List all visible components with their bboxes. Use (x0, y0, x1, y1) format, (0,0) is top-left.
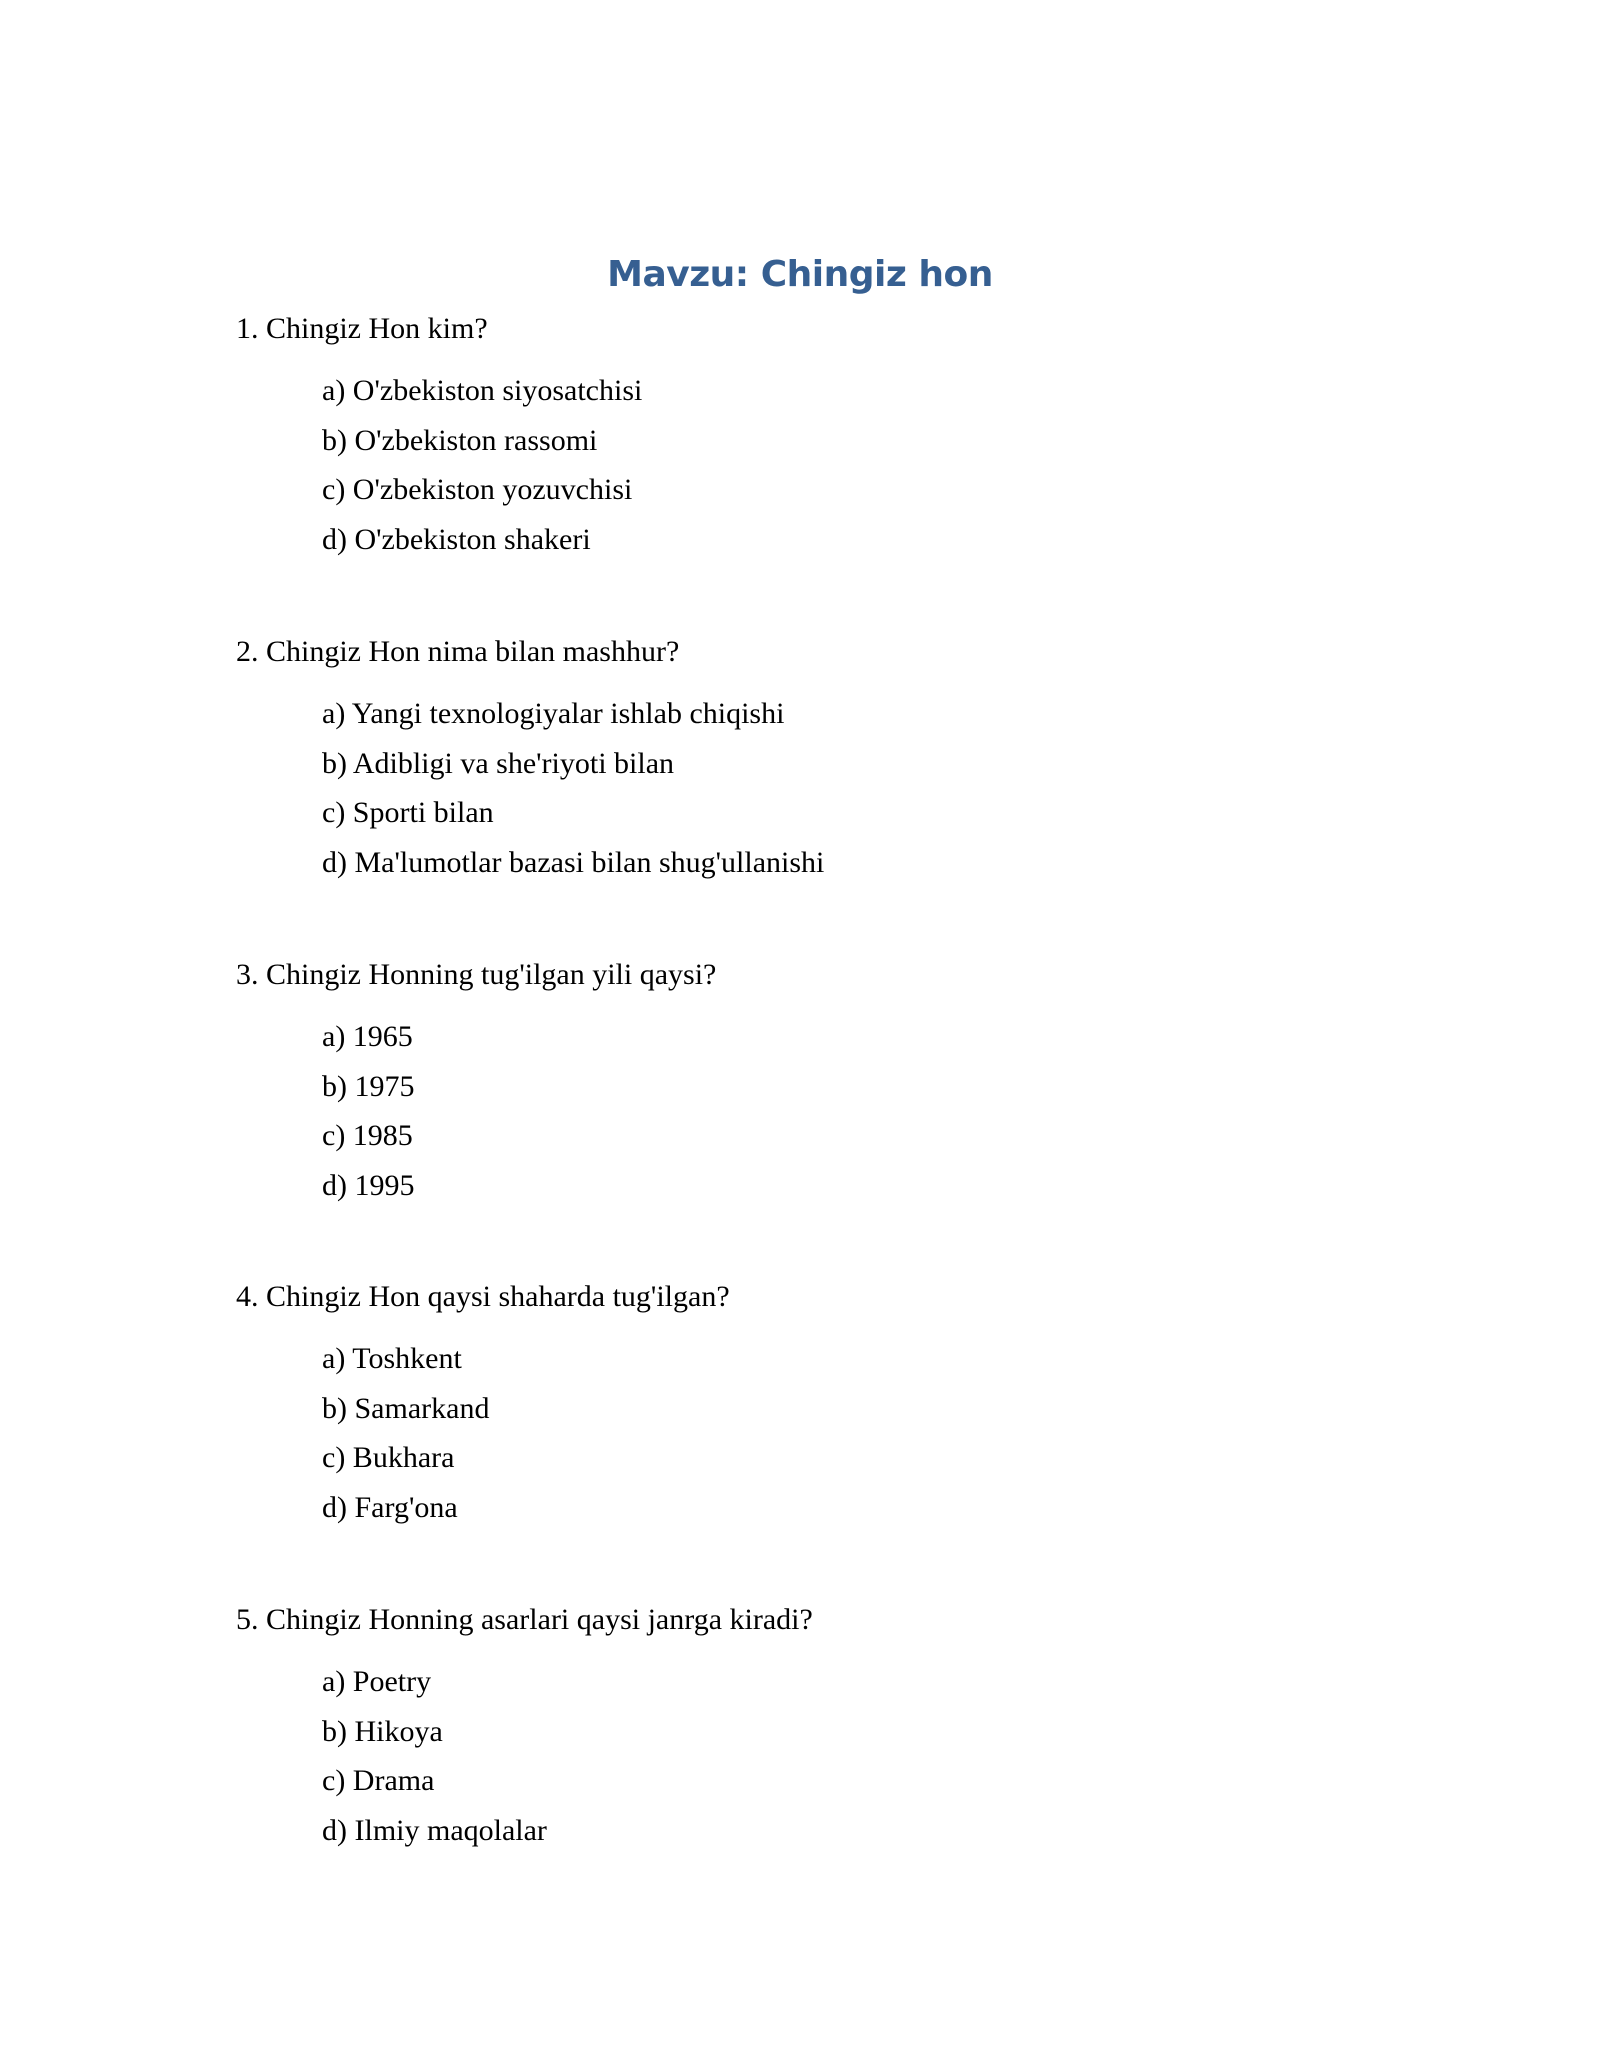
answer-option-b: b) Samarkand (322, 1391, 490, 1425)
answer-options (236, 1657, 1436, 1855)
answer-option-d: d) Ma'lumotlar bazasi bilan shug'ullanishi (322, 845, 825, 879)
answer-option-a: a) O'zbekiston siyosatchisi (322, 374, 643, 407)
question-text: 4. Chingiz Hon qaysi shaharda tug'ilgan? (236, 1280, 730, 1313)
question-text: 5. Chingiz Honning asarlari qaysi janrga kiradi? (236, 1603, 813, 1636)
document-title: Mavzu: Chingiz hon (607, 254, 993, 295)
answer-options (236, 366, 1436, 564)
answer-option-a: a) 1965 (322, 1020, 413, 1053)
question-text: 3. Chingiz Honning tug'ilgan yili qaysi? (236, 958, 717, 991)
question-1 (236, 309, 1436, 564)
question-text: 2. Chingiz Hon nima bilan mashhur? (236, 635, 680, 668)
answer-option-b: b) O'zbekiston rassomi (322, 423, 598, 457)
answer-option-b: b) 1975 (322, 1069, 415, 1103)
question-text: 1. Chingiz Hon kim? (236, 312, 488, 345)
answer-option-c: c) Drama (322, 1764, 435, 1797)
answer-option-d: d) Farg'ona (322, 1490, 458, 1524)
answer-options (236, 689, 1436, 887)
answer-option-a: a) Toshkent (322, 1342, 462, 1375)
answer-option-a: a) Yangi texnologiyalar ishlab chiqishi (322, 697, 785, 730)
answer-option-c: c) 1985 (322, 1119, 413, 1152)
answer-option-a: a) Poetry (322, 1665, 432, 1698)
answer-option-d: d) 1995 (322, 1168, 415, 1202)
answer-option-c: c) Bukhara (322, 1441, 455, 1474)
answer-option-b: b) Hikoya (322, 1714, 443, 1748)
answer-options (236, 1334, 1436, 1532)
answer-option-d: d) Ilmiy maqolalar (322, 1813, 547, 1847)
question-4 (236, 1277, 1436, 1532)
question-3 (236, 955, 1436, 1210)
answer-option-d: d) O'zbekiston shakeri (322, 522, 591, 556)
question-5 (236, 1600, 1436, 1855)
answer-options (236, 1012, 1436, 1210)
question-2 (236, 632, 1436, 887)
answer-option-c: c) O'zbekiston yozuvchisi (322, 473, 633, 506)
answer-option-b: b) Adibligi va she'riyoti bilan (322, 746, 675, 780)
answer-option-c: c) Sporti bilan (322, 796, 494, 829)
